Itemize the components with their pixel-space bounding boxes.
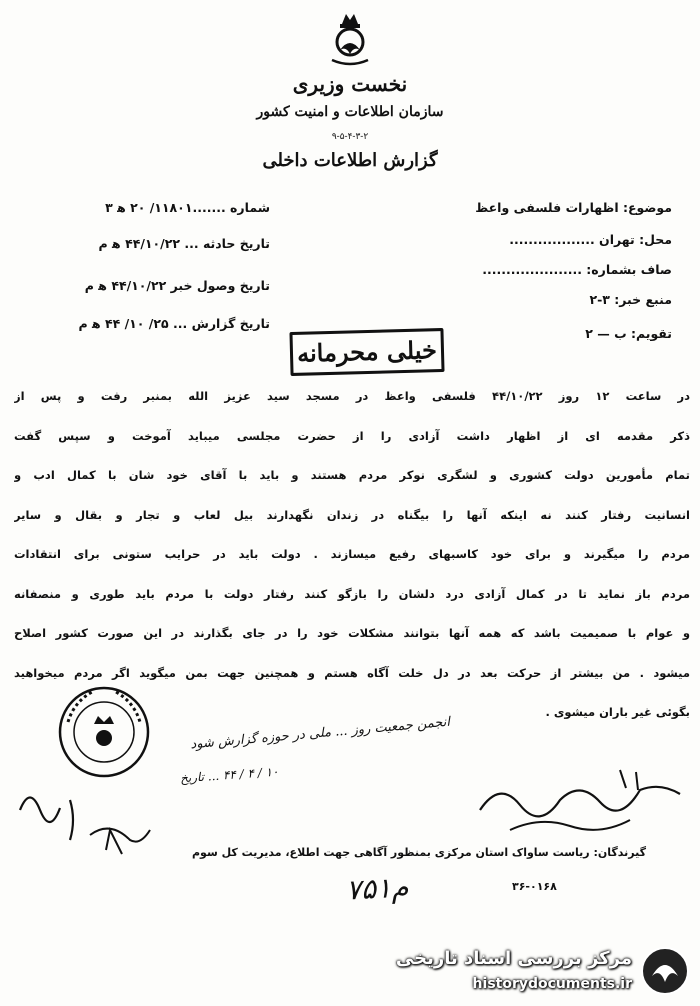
body-line: ذکر مقدمه ای از اظهار داشت آزادی را از حضرت مجلسی میباید آموخت و سپس گفت — [14, 428, 690, 443]
report-date: تاریخ گزارش ... ۲۵/ ۱۰/ ۴۴ ه‍ م — [78, 316, 270, 331]
body-line: بگوئی غیر باران میشوی . — [545, 705, 690, 719]
source-field: منبع خبر: ۳-۲ — [589, 292, 672, 307]
archive-url[interactable]: historydocuments.ir — [472, 976, 632, 992]
signature-icon — [470, 760, 690, 840]
archive-title: مرکز بررسی اسناد تاریخی — [395, 948, 632, 969]
reference-number: ۳۶-۰۱۶۸ — [512, 880, 557, 893]
report-title: گزارش اطلاعات داخلی — [262, 150, 438, 171]
evaluation-field: تقویم: ب — ۲ — [585, 326, 672, 341]
witness-field: صاف بشماره: ..................... — [482, 262, 672, 277]
body-line: مردم را میگیرند و برای خود کاسبهای رفیع میسازند . دولت باید در حرایب ستونی برای انتقادات — [14, 547, 690, 561]
body-line: میشود . من بیشتر از حرکت بعد در دل خلت آگاه هستم و همچنین جهت بمن میگوید اگر مردم میخواهید — [14, 665, 690, 680]
place-field: محل: تهران .................. — [509, 232, 672, 247]
body-line: در ساعت ۱۲ روز ۴۴/۱۰/۲۲ فلسفی واعظ در مسجد سید عزیز الله بمنبر رفت و پس از — [14, 389, 690, 403]
body-line: تمام مأمورین دولت کشوری و لشگری نوکر مردم هستند و باید با آقای خود شان با کمال ادب و — [14, 468, 690, 482]
organization-name: سازمان اطلاعات و امنیت کشور — [256, 104, 444, 120]
receipt-date: تاریخ وصول خبر ۴۴/۱۰/۲۲ ه‍ م — [84, 278, 270, 293]
event-date: تاریخ حادثه ... ۴۴/۱۰/۲۲ ه‍ م — [98, 236, 270, 251]
document-number: شماره .......۱۱۸۰۱/ ۲۰ ه‍ ۳ — [105, 200, 270, 215]
body-line: انسانیت رفتار کنند نه اینکه آنها را بیگناه در زندان نگهدارند بیل لعاب و تجار و بقال و سایر — [14, 507, 690, 522]
handwritten-number: ۷۵۱م — [345, 870, 410, 907]
body-line: و عوام با صمیمیت باشد که همه آنها بتوانند مشکلات خود را در جای بگذارند در این صورت کشور اصلاح — [14, 626, 690, 640]
handwritten-note: انجمن جمعیت روز ... ملی در حوزه گزارش شود — [189, 714, 451, 753]
round-seal-icon — [54, 682, 154, 782]
header-subline: ۹-۵-۴-۳-۲ — [331, 132, 369, 142]
lion-and-sun-emblem-icon — [318, 6, 382, 70]
body-line: مردم باز نماید تا در کمال آزادی درد دلشان را بازگو کنند رفتار دولت با مردم باید طوری و منصفانه — [14, 586, 690, 601]
classification-stamp: خیلی محرمانه — [289, 328, 444, 376]
watermark — [395, 944, 696, 1004]
archive-logo-icon — [640, 946, 690, 996]
distribution-line: گیرندگان: ریاست ساواک استان مرکزی بمنظور آگاهی جهت اطلاع، مدیریت کل سوم — [191, 846, 646, 859]
subject-field: موضوع: اظهارات فلسفی واعظ — [475, 200, 672, 215]
handwritten-note-date: ۱۰ / ۴ / ۴۴ ... تاریخ — [179, 764, 279, 786]
office-title: نخست وزیری — [292, 72, 408, 96]
